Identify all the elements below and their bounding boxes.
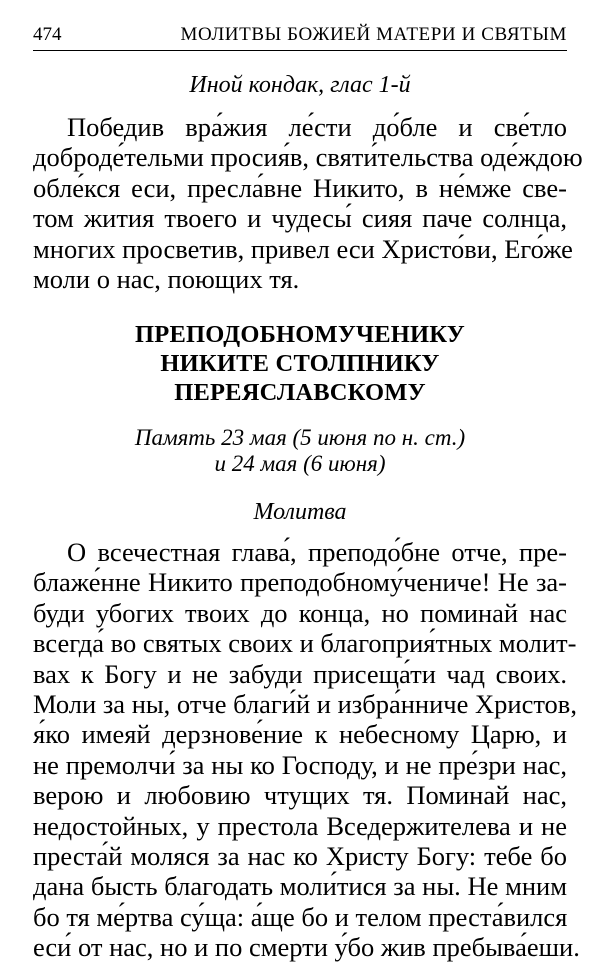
memory-date — [33, 425, 567, 477]
text-line: том жития твоего и чудесы́ сияя паче солнца, — [33, 203, 567, 234]
text-line: многих просветив, привел еси Христо́ви, Его́же — [33, 233, 573, 264]
header-rule — [33, 50, 567, 51]
text-line: буди убогих твоих до конца, но поминай нас — [33, 597, 567, 628]
kontakion-title: Иной кондак, глас 1-й — [189, 72, 411, 98]
heading-line: НИКИТЕ СТОЛПНИКУ — [160, 350, 440, 377]
memory-line: и 24 мая (6 июня) — [214, 451, 386, 476]
text-line: бо тя ме́ртва су́ща: а́ще бо и телом преста́вился — [33, 901, 568, 932]
text-line: доброде́тельми просия́в, святи́тельства оде́ждою — [33, 142, 583, 173]
text-line: не премолчи́ за ны ко Господу, и не пре́зри нас, — [33, 749, 567, 780]
text-line: блаже́нне Никито преподобному́чениче! Не за- — [33, 567, 567, 598]
heading-line: ПРЕПОДОБНОМУЧЕНИКУ — [135, 321, 465, 348]
text-line: преста́й моляся за нас ко Христу Богу: тебе бо — [33, 840, 567, 871]
text-line: недостойных, у престола Вседержителева и не — [33, 810, 567, 841]
text-line: еси́ от нас, но и по смерти у́бо жив пребыва́еши. — [33, 932, 580, 963]
text-line: верою и любовию чтущих тя. Поминай нас, — [33, 780, 567, 811]
text-line: моли о нас, поющих тя. — [33, 263, 300, 294]
memory-line: Память 23 мая (5 июня по н. ст.) — [134, 425, 466, 450]
section-title: МОЛИТВЫ БОЖИЕЙ МАТЕРИ И СВЯТЫМ — [180, 24, 567, 45]
kontakion-text — [33, 112, 583, 294]
heading-line: ПЕРЕЯСЛАВСКОМУ — [174, 379, 426, 406]
text-line: обле́кся еси, пресла́вне Никито, в не́мже све- — [33, 172, 567, 203]
text-line: я́ко имеяй дерзнове́ние к небесному Царю, и — [33, 719, 567, 750]
text-line: О всечестная глава́, преподо́бне отче, пре- — [67, 537, 567, 567]
text-line: дана бысть благодать моли́тися за ны. Не мним — [33, 871, 567, 902]
prayer-text — [33, 537, 580, 963]
running-head — [33, 24, 567, 46]
text-line: вах к Богу и не забуди присеща́ти чад своих. — [33, 658, 567, 689]
text-line: Победив вра́жия ле́сти до́бле и све́тло — [67, 112, 567, 142]
text-line: всегда́ во святых своих и благоприя́тных молит- — [33, 628, 577, 659]
saint-heading — [33, 320, 567, 407]
text-line: Моли за ны, отче благи́й и избра́нниче Христов, — [33, 688, 577, 719]
page-number: 474 — [33, 24, 62, 45]
prayer-title: Молитва — [253, 499, 347, 525]
book-page — [33, 0, 583, 976]
